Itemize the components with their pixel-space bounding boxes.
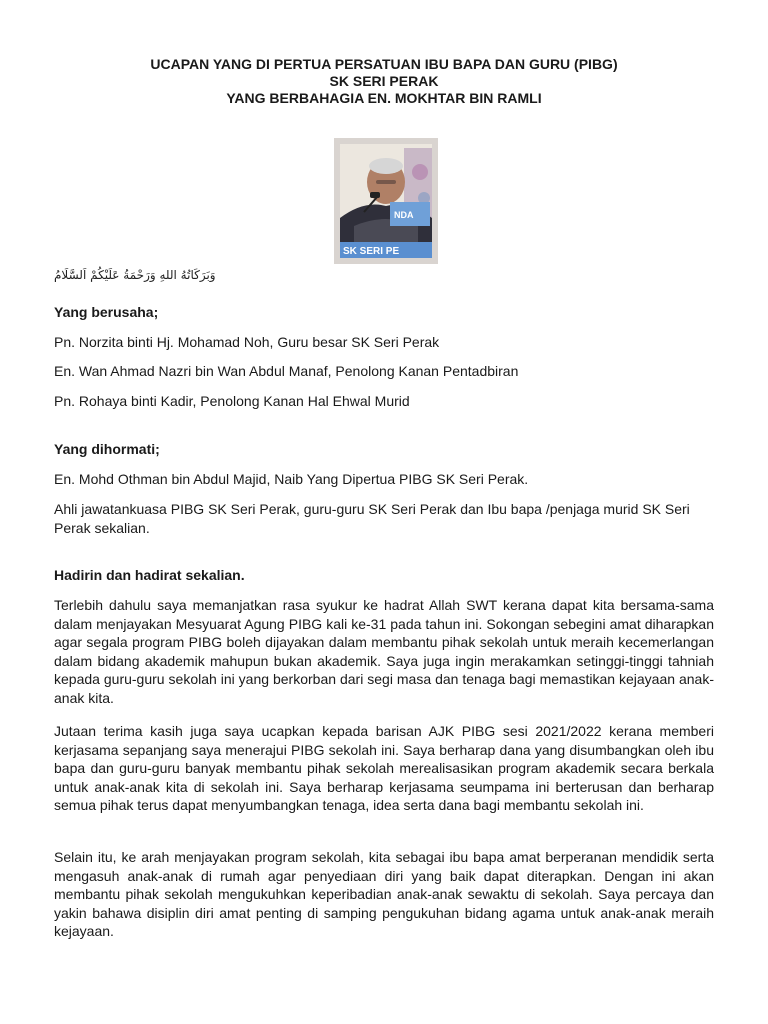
salam-greeting: وَبَرَكَاتُهُ اللهِ وَرَحْمَةُ عَلَيْكُمْ اَلسَّلَامُ: [54, 268, 216, 282]
berusaha-item-2: En. Wan Ahmad Nazri bin Wan Abdul Manaf, Penolong Kanan Pentadbiran: [54, 363, 519, 379]
paragraph-2: Jutaan terima kasih juga saya ucapkan kepada barisan AJK PIBG sesi 2021/2022 kerana memberi kerjasama sepanjang saya menerajui PIBG sekolah ini. Saya berharap dana yang disumbangkan oleh ibu bapa dan guru-guru banyak membantu pihak sekolah merealisasikan program akademik secara berkala untuk anak-anak kita di sekolah ini. Saya berharap kerjasama seumpama ini berterusan dan berharap semua pihak terus dapat menyumbangkan tenaga, idea serta dana bagi membantu sekolah ini.: [54, 723, 714, 813]
berusaha-heading: Yang berusaha;: [54, 304, 159, 320]
dihormati-item-2: Ahli jawatankuasa PIBG SK Seri Perak, guru-guru SK Seri Perak dan Ibu bapa /penjaga murid SK Seri Perak sekalian.: [54, 501, 690, 536]
dihormati-item-1: En. Mohd Othman bin Abdul Majid, Naib Yang Dipertua PIBG SK Seri Perak.: [54, 471, 529, 487]
berusaha-item-1: Pn. Norzita binti Hj. Mohamad Noh, Guru besar SK Seri Perak: [54, 334, 440, 350]
dihormati-heading: Yang dihormati;: [54, 441, 160, 457]
podium-text: NDA: [394, 210, 414, 220]
speaker-photo: [334, 138, 438, 264]
paragraph-3: Selain itu, ke arah menjayakan program sekolah, kita sebagai ibu bapa amat berperanan mendidik serta mengasuh anak-anak di rumah agar penyediaan diri yang baik dapat diterapkan. Dengan ini akan membantu pihak sekolah mengukuhkan keperibadian anak-anak sewaktu di sekolah. Saya percaya dan yakin bahawa disiplin diri amat penting di samping pengukuhan bidang agama untuk anak-anak meraih kejayaan.: [54, 849, 714, 939]
paragraph-1: Terlebih dahulu saya memanjatkan rasa syukur ke hadrat Allah SWT kerana dapat kita bersama-sama dalam menjayakan Mesyuarat Agung PIBG kali ke-31 pada tahun ini. Sokongan sebegini amat diharapkan agar segala program PIBG boleh dijayakan dalam membantu pihak sekolah untuk meraih kecemerlangan dalam bidang akademik mahupun bukan akademik. Saya juga ingin merakamkan setinggi-tinggi tahniah kepada guru-guru sekolah ini yang berkorban dari segi masa dan tenaga bagi memastikan kejayaan anak-anak kita.: [54, 597, 714, 706]
berusaha-item-3: Pn. Rohaya binti Kadir, Penolong Kanan Hal Ehwal Murid: [54, 393, 410, 409]
banner-text: SK SERI PE: [343, 246, 400, 257]
speech-title: [0, 56, 768, 107]
title-line-1: UCAPAN YANG DI PERTUA PERSATUAN IBU BAPA DAN GURU (PIBG): [150, 56, 618, 72]
title-line-2: SK SERI PERAK: [329, 73, 439, 89]
hadirin-heading: Hadirin dan hadirat sekalian.: [54, 567, 245, 583]
title-line-3: YANG BERBAHAGIA EN. MOKHTAR BIN RAMLI: [226, 90, 542, 106]
